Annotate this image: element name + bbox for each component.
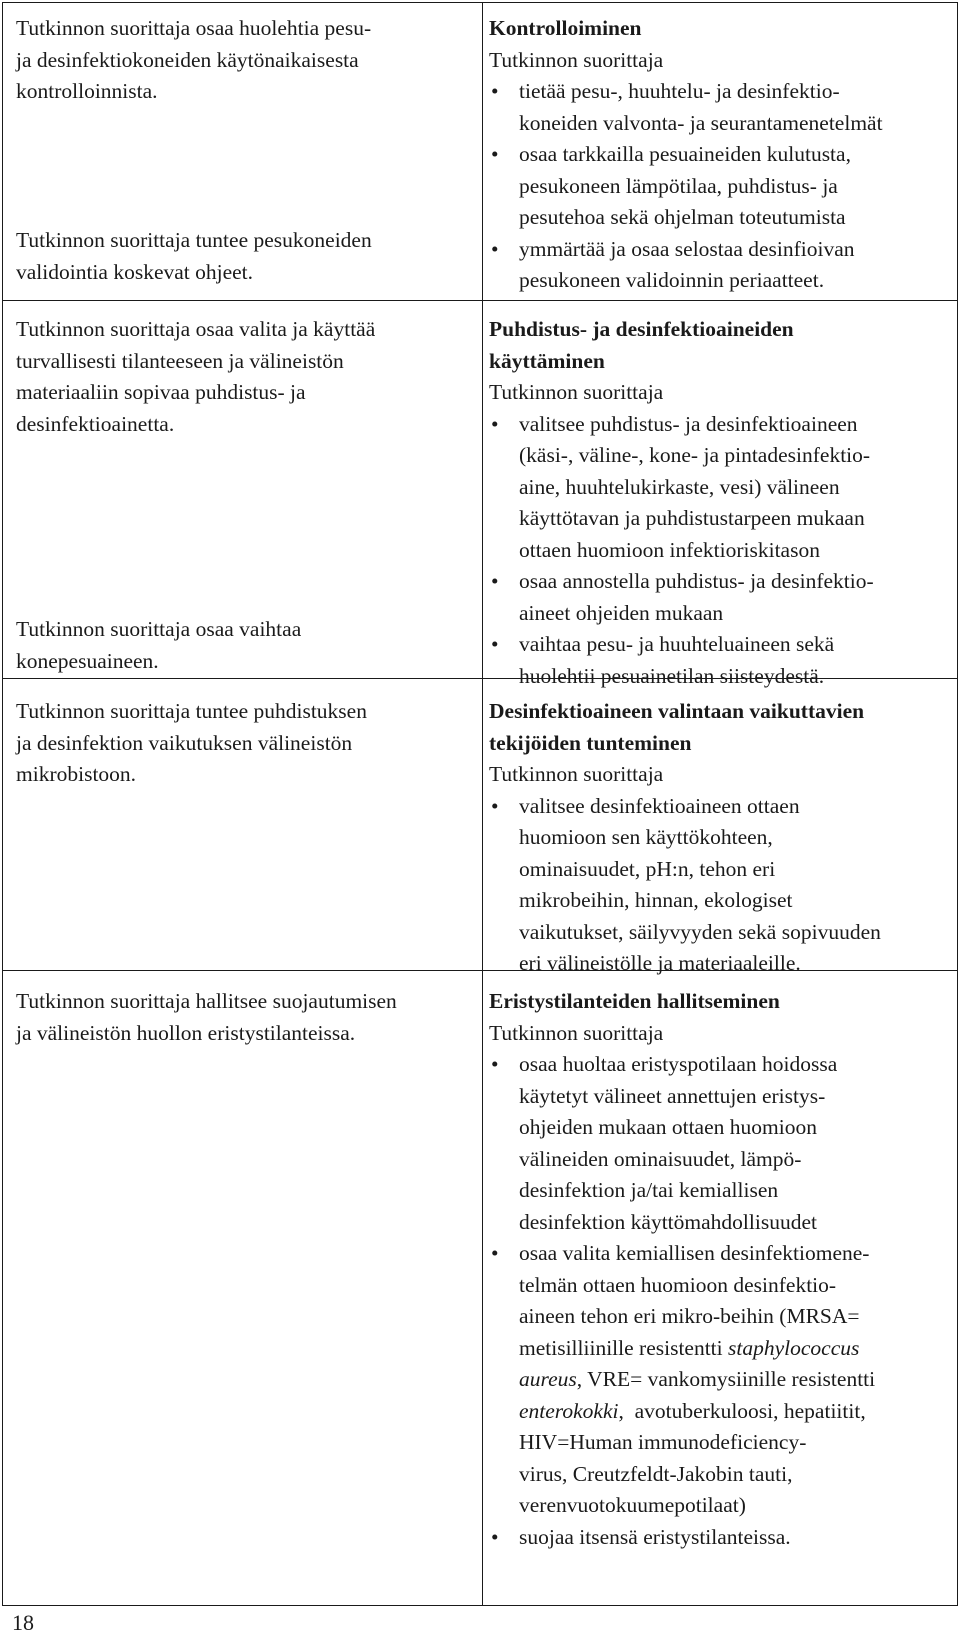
italic-term: staphylococcus [728,1335,860,1360]
section-subject: Tutkinnon suorittaja [489,762,664,786]
text-line: mikrobeihin, hinnan, ekologiset [519,888,793,912]
text-line: • osaa huoltaa eristyspotilaan hoidossa [519,1052,838,1076]
bullet-item [489,1522,955,1554]
text-line: vaikutukset, säilyvyyden sekä sopivuuden [519,919,881,944]
text-line: ohjeiden mukaan ottaen huomioon [519,1115,817,1139]
italic-term: enterokokki [519,1398,619,1423]
section-heading: Kontrolloiminen [489,16,642,40]
text-line: virus, Creutzfeldt-Jakobin tauti, [519,1461,793,1486]
text-line: validointia koskevat ohjeet. [16,259,254,284]
text-line: • ymmärtää ja osaa selostaa desinfioivan [519,236,855,261]
text-line: Tutkinnon suorittaja osaa valita ja käyttää [16,317,376,341]
row-divider-1 [3,300,957,301]
text-line: ottaen huomioon infektioriskitason [519,537,820,562]
section-subject: Tutkinnon suorittaja [489,380,664,404]
text-line: aine, huuhtelukirkaste, vesi) välineen [519,474,840,499]
text-line: Tutkinnon suorittaja tuntee puhdistuksen [16,699,367,723]
section-heading: tekijöiden tunteminen [489,730,692,755]
bullet-item [489,1049,955,1238]
text-line: • valitsee desinfektioaineen ottaen [519,793,800,818]
bullet-item [489,629,955,692]
text-line: (käsi-, väline-, kone- ja pintadesinfektio- [519,443,871,467]
text-line: käyttötavan ja puhdistustarpeen mukaan [519,506,865,530]
left-cell-1-paragraph-2 [16,225,474,288]
section-eristystilanteiden-hallitseminen [489,986,955,1553]
text-fragment: , VRE= vankomysiinille resistentti [576,1367,876,1391]
text-line: • tietää pesu-, huuhtelu- ja desinfektio- [519,79,840,103]
text-line: mikrobistoon. [16,762,137,786]
text-line: Tutkinnon suorittaja osaa vaihtaa [16,617,302,641]
text-line: eri välineistölle ja materiaaleille. [519,951,801,975]
text-line: • valitsee puhdistus- ja desinfektioaineen [519,411,858,436]
text-line: ominaisuudet, pH:n, tehon eri [519,856,776,881]
text-line: verenvuotokuumepotilaat) [519,1493,746,1517]
text-line: aineet ohjeiden mukaan [519,600,724,625]
text-line: ja desinfektion vaikutuksen välineistön [16,730,353,755]
text-line: ja välineistön huollon eristystilanteissa. [16,1020,356,1045]
left-cell-3-paragraph-1 [16,696,474,791]
text-fragment: , avotuberkuloosi, hepatiitit, [618,1398,866,1423]
bullet-item [489,139,955,234]
italic-term: aureus [519,1367,577,1391]
text-line: koneiden valvonta- ja seurantamenetelmät [519,110,883,135]
text-line: käytetyt välineet annettujen eristys- [519,1083,826,1108]
text-line: desinfektioainetta. [16,411,175,436]
text-line: Tutkinnon suorittaja hallitsee suojautumisen [16,989,397,1013]
text-line: turvallisesti tilanteeseen ja välineistön [16,348,344,373]
left-cell-4-paragraph-1 [16,986,474,1049]
text-line: • osaa valita kemiallisen desinfektiomene- [519,1241,870,1265]
text-line: välineiden ominaisuudet, lämpö- [519,1146,802,1171]
section-desinfektioaineen-valinta [489,696,955,980]
left-cell-1-paragraph-1 [16,13,474,108]
left-cell-2-paragraph-1 [16,314,474,440]
section-kontrolloiminen [489,13,955,297]
bullet-item [489,76,955,139]
text-line: • osaa tarkkailla pesuaineiden kulutusta, [519,142,851,166]
text-line: desinfektion käyttömahdollisuudet [519,1209,817,1234]
text-line: ja desinfektiokoneiden käytönaikaisesta [16,47,359,72]
bullet-item [489,409,955,567]
bullet-list [489,1049,955,1553]
section-heading: Puhdistus- ja desinfektioaineiden [489,317,794,341]
section-puhdistus-ja-desinfektioaineiden-kayttaminen [489,314,955,692]
text-line: Tutkinnon suorittaja osaa huolehtia pesu- [16,16,372,40]
text-line: huomioon sen käyttökohteen, [519,825,773,849]
bullet-list [489,791,955,980]
bullet-item [489,791,955,980]
column-divider [482,3,483,1605]
left-cell-2-paragraph-2 [16,614,474,677]
page-number: 18 [12,1610,34,1635]
section-heading: Eristystilanteiden hallitseminen [489,989,780,1013]
bullet-item [489,1238,955,1522]
text-line [519,1364,955,1396]
bullet-list [489,76,955,297]
text-line: kontrolloinnista. [16,79,158,103]
text-line [519,1333,955,1365]
text-fragment: metisilliinille resistentti [519,1335,729,1360]
section-subject: Tutkinnon suorittaja [489,47,664,72]
text-line: materiaaliin sopivaa puhdistus- ja [16,380,306,404]
text-line: pesutehoa sekä ohjelman toteutumista [519,205,846,229]
text-line: • osaa annostella puhdistus- ja desinfektio- [519,569,874,593]
text-line: konepesuaineen. [16,648,159,673]
bullet-item [489,234,955,297]
text-line [519,1396,955,1428]
text-line: • suojaa itsensä eristystilanteissa. [519,1524,791,1549]
section-subject: Tutkinnon suorittaja [489,1020,664,1045]
text-line: • vaihtaa pesu- ja huuhteluaineen sekä [519,632,835,656]
section-heading: Desinfektioaineen valintaan vaikuttavien [489,699,865,723]
text-line: desinfektion ja/tai kemiallisen [519,1178,779,1202]
text-line: HIV=Human immunodeficiency- [519,1430,807,1454]
bullet-list [489,409,955,693]
text-line: aineen tehon eri mikro-beihin (MRSA= [519,1304,860,1328]
text-line: pesukoneen lämpötilaa, puhdistus- ja [519,173,838,198]
text-line: Tutkinnon suorittaja tuntee pesukoneiden [16,228,372,252]
bullet-item [489,566,955,629]
text-line: telmän ottaen huomioon desinfektio- [519,1272,837,1297]
text-line: huolehtii pesuainetilan siisteydestä. [519,663,825,688]
text-line: pesukoneen validoinnin periaatteet. [519,268,825,292]
section-heading: käyttäminen [489,348,605,373]
